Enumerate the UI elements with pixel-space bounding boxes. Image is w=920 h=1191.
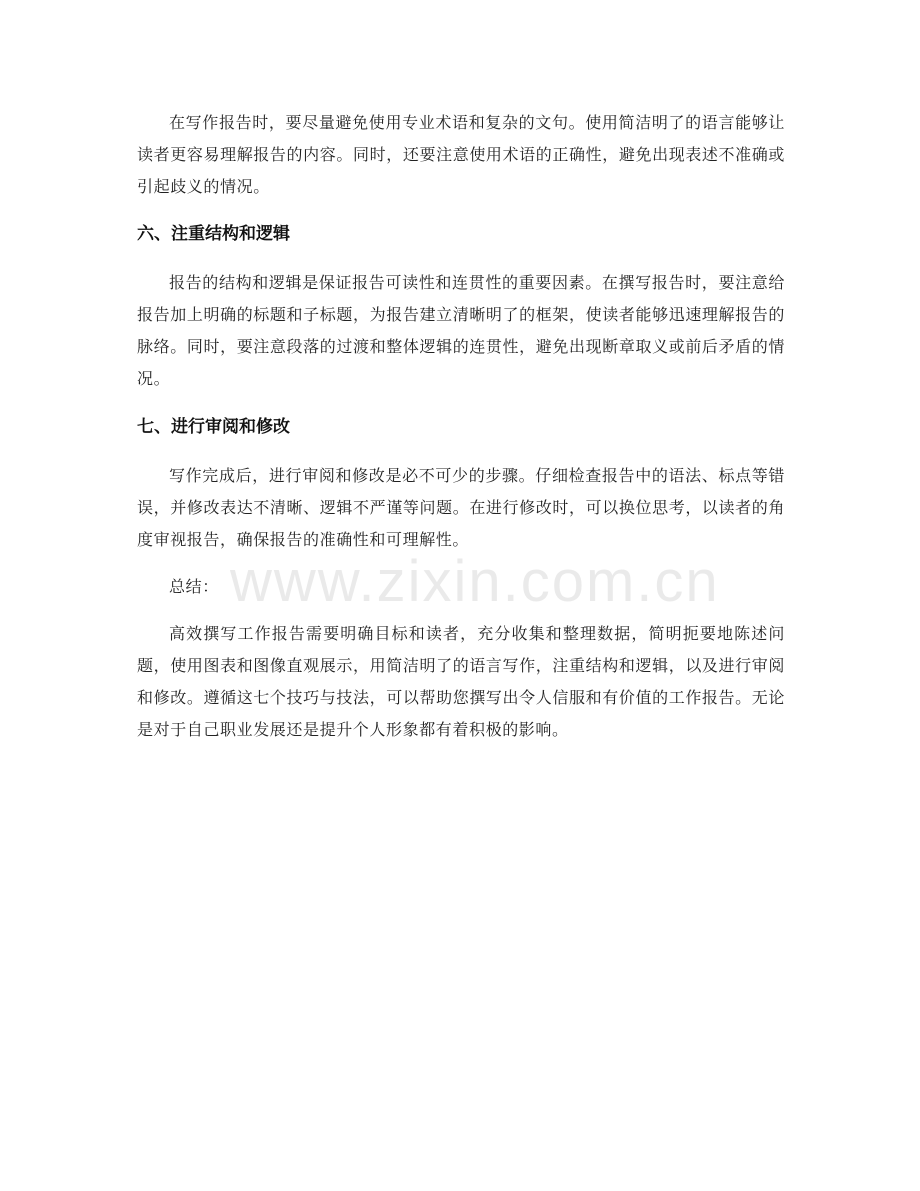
paragraph-structure-logic: 报告的结构和逻辑是保证报告可读性和连贯性的重要因素。在撰写报告时，要注意给报告加上明确的标题和子标题，为报告建立清晰明了的框架，使读者能够迅速理解报告的脉络。同时，要注意段落的过渡和整体逻辑的连贯性，避免出现断章取义或前后矛盾的情况。 (137, 273, 785, 388)
summary-paragraph: 高效撰写工作报告需要明确目标和读者，充分收集和整理数据，简明扼要地陈述问题，使用图表和图像直观展示，用简洁明了的语言写作，注重结构和逻辑，以及进行审阅和修改。遵循这七个技巧与技法，可以帮助您撰写出令人信服和有价值的工作报告。无论是对于自己职业发展还是提升个人形象都有着积极的影响。 (137, 624, 785, 739)
watermark: www.zixin.com.cn (230, 549, 720, 614)
section-heading-structure-logic: 六、注重结构和逻辑 (137, 224, 290, 244)
summary-label: 总结： (169, 577, 219, 596)
section-heading-review-revise: 七、进行审阅和修改 (137, 417, 290, 437)
paragraph-review-revise: 写作完成后，进行审阅和修改是必不可少的步骤。仔细检查报告中的语法、标点等错误，并修改表达不清晰、逻辑不严谨等问题。在进行修改时，可以换位思考，以读者的角度审视报告，确保报告的准确性和可理解性。 (137, 466, 785, 549)
document-body (137, 107, 785, 746)
paragraph-plain-language: 在写作报告时，要尽量避免使用专业术语和复杂的文句。使用简洁明了的语言能够让读者更容易理解报告的内容。同时，还要注意使用术语的正确性，避免出现表述不准确或引起歧义的情况。 (137, 113, 785, 196)
